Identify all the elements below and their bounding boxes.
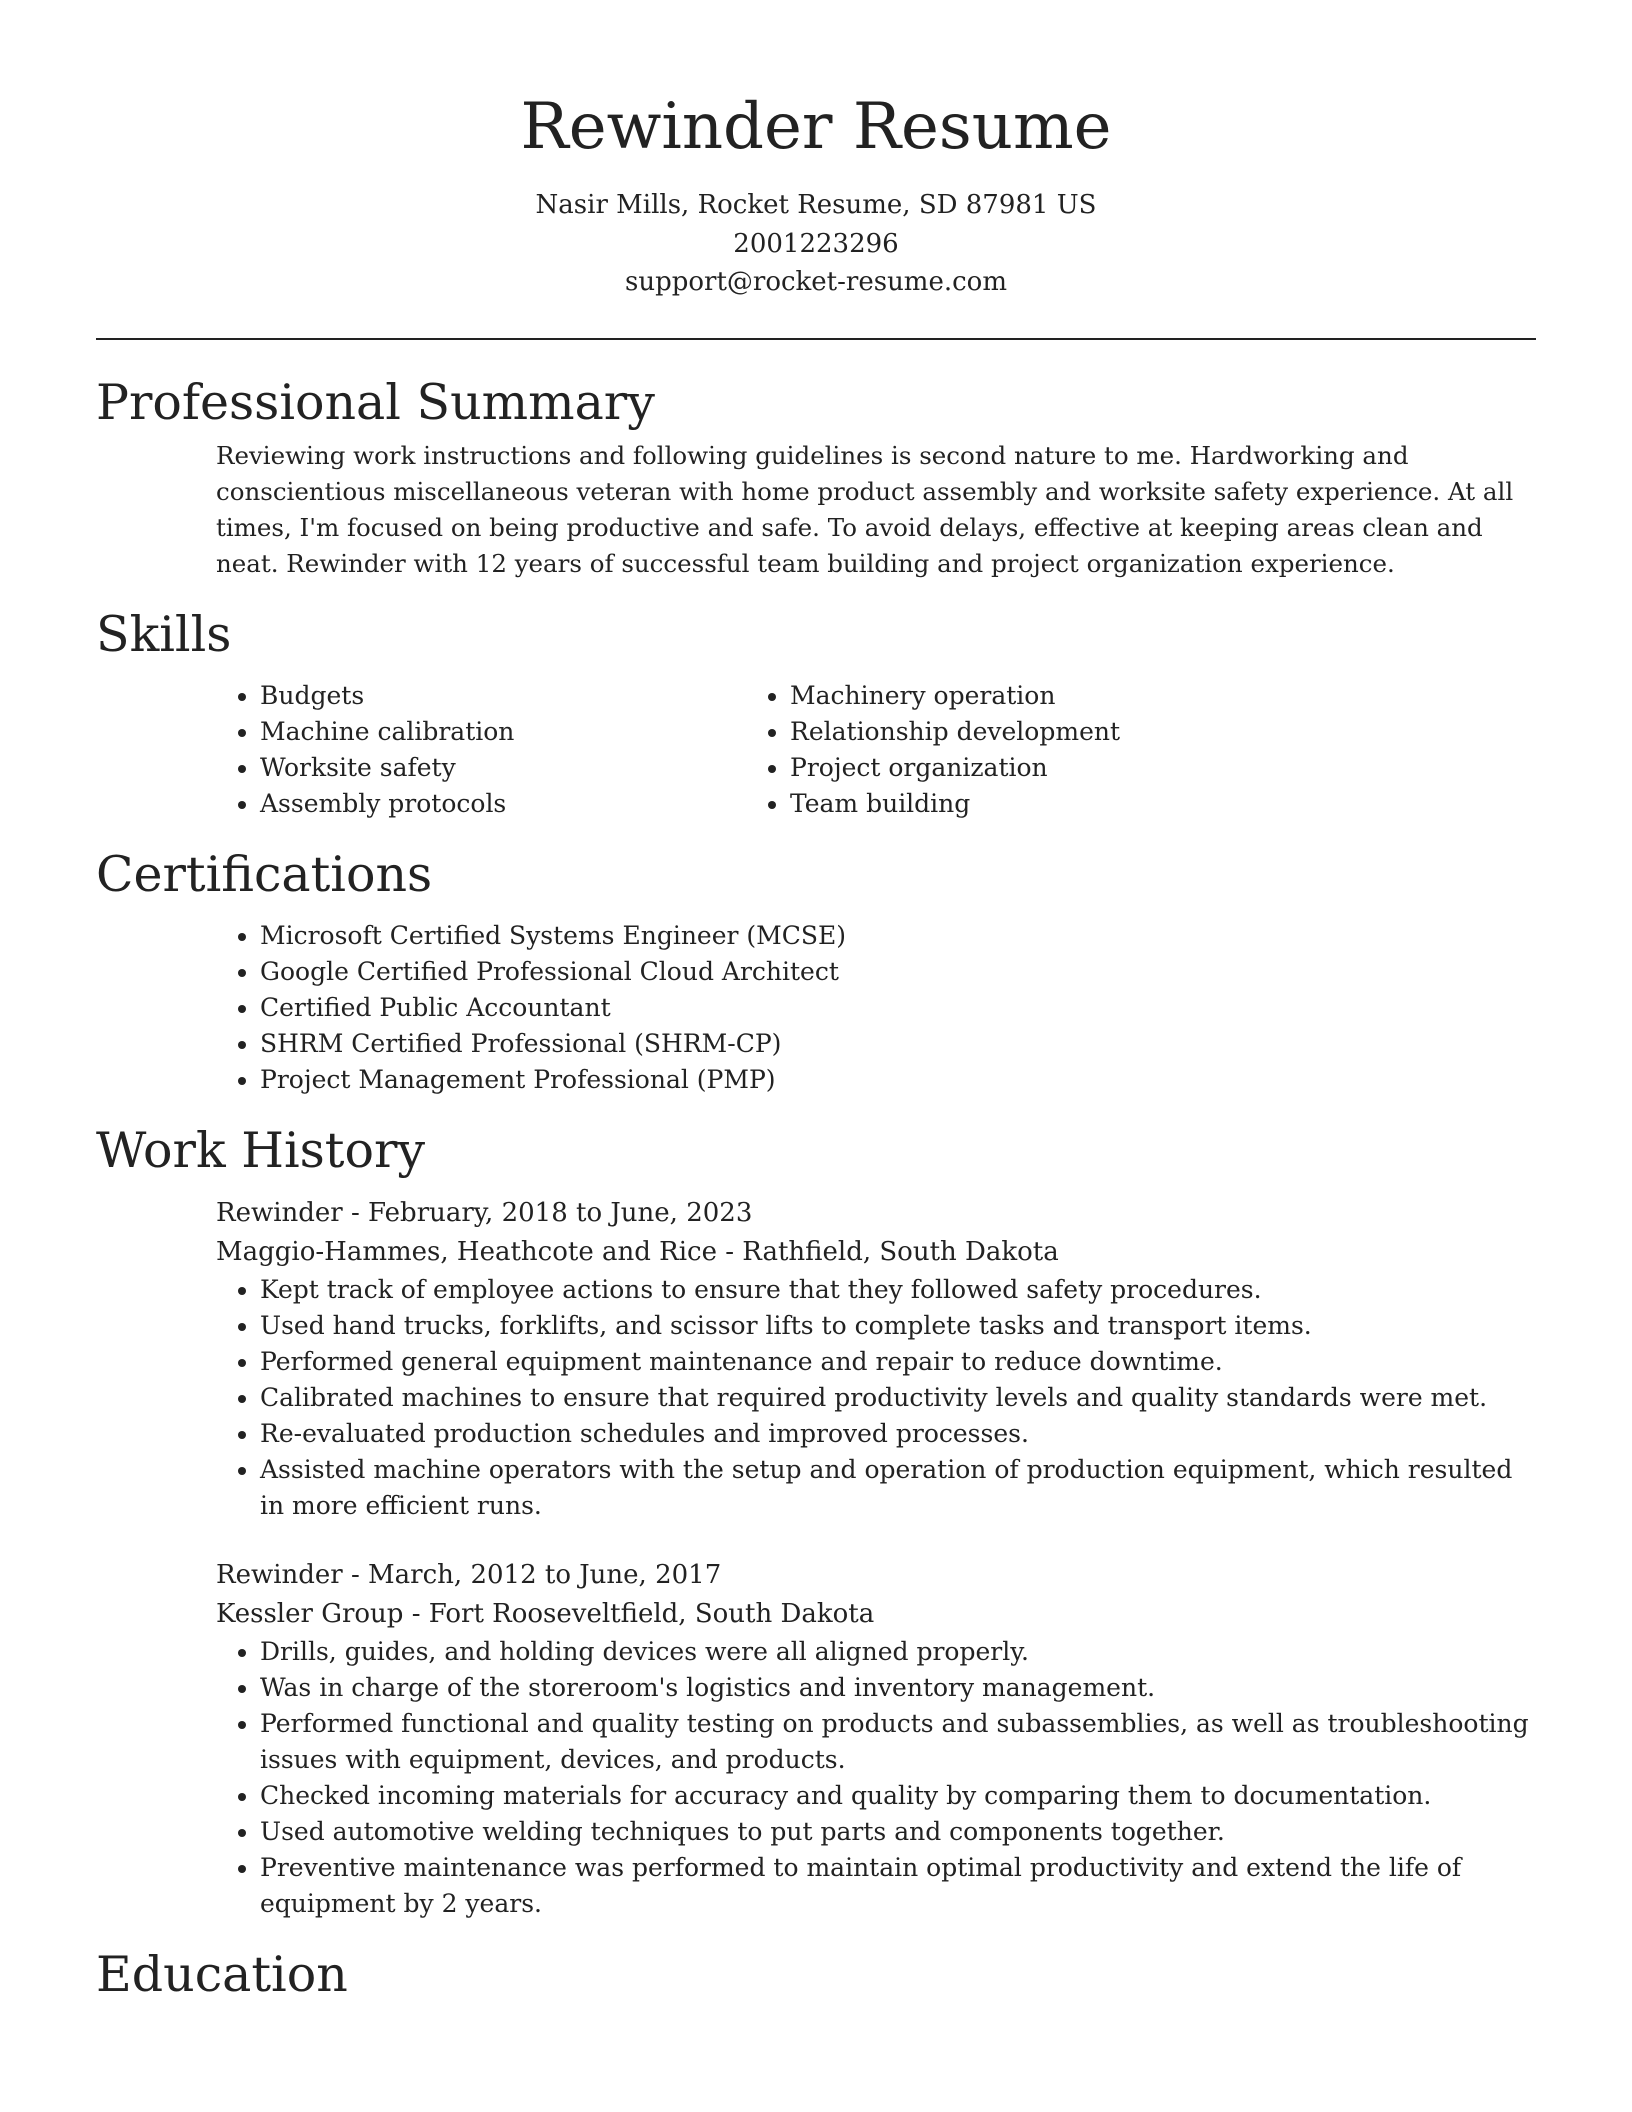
skill-item: • Project organization	[790, 750, 1396, 786]
job-duty-item: • Assisted machine operators with the setup and operation of production equipment, which resulted in more efficient runs.	[260, 1452, 1540, 1524]
certification-item: • Certified Public Accountant	[260, 990, 1536, 1026]
resume-header	[96, 0, 1536, 302]
section-title-work-history: Work History	[96, 1121, 426, 1179]
job-duty-item: • Used hand trucks, forklifts, and scissor lifts to complete tasks and transport items.	[260, 1308, 1540, 1344]
certification-item: • Microsoft Certified Systems Engineer (MCSE)	[260, 918, 1536, 954]
skill-item: • Team building	[790, 786, 1396, 822]
header-divider	[96, 338, 1536, 340]
job-title-line: Rewinder - February, 2018 to June, 2023	[216, 1197, 753, 1228]
skill-item: • Machinery operation	[790, 678, 1396, 714]
section-title-certifications: Certifications	[96, 845, 433, 903]
job-duty-item: • Was in charge of the storeroom's logistics and inventory management.	[260, 1670, 1540, 1706]
job-duty-item: • Checked incoming materials for accuracy and quality by comparing them to documentation.	[260, 1778, 1540, 1814]
contact-address: Nasir Mills, Rocket Resume, SD 87981 US	[535, 190, 1097, 220]
contact-phone: 2001223296	[733, 228, 899, 259]
skill-item: • Assembly protocols	[260, 786, 746, 822]
job-duty-item: • Calibrated machines to ensure that required productivity levels and quality standards were met.	[260, 1380, 1540, 1416]
job-duty-item: • Performed functional and quality testing on products and subassemblies, as well as troubleshooting issues with equipment, devices, and products.	[260, 1706, 1540, 1778]
skill-item: • Machine calibration	[260, 714, 746, 750]
section-title-education: Education	[96, 1945, 348, 2003]
job-company-line: Maggio-Hammes, Heathcote and Rice - Rathfield, South Dakota	[216, 1236, 1059, 1267]
job-duty-item: • Preventive maintenance was performed to maintain optimal productivity and extend the life of equipment by 2 years.	[260, 1850, 1540, 1922]
skill-item: • Worksite safety	[260, 750, 746, 786]
skills-column-2	[746, 678, 1396, 822]
job-duty-item: • Performed general equipment maintenance and repair to reduce downtime.	[260, 1344, 1540, 1380]
section-title-summary: Professional Summary	[96, 373, 655, 431]
skill-item: • Budgets	[260, 678, 746, 714]
job-company-line: Kessler Group - Fort Rooseveltfield, South Dakota	[216, 1598, 875, 1629]
job-duties-list	[96, 1634, 1536, 1922]
resume-page	[96, 0, 1536, 2006]
job-entry	[96, 1194, 1536, 1524]
certification-item: • SHRM Certified Professional (SHRM-CP)	[260, 1026, 1536, 1062]
skill-item: • Relationship development	[790, 714, 1396, 750]
contact-email: support@rocket-resume.com	[624, 267, 1007, 297]
job-title-line: Rewinder - March, 2012 to June, 2017	[216, 1559, 722, 1590]
summary-text: Reviewing work instructions and following guidelines is second nature to me. Hardworking and conscientious miscellaneous veteran with home product assembly and worksite safety experience. At all times, I'm focused on being productive and safe. To avoid delays, effective at keeping areas clean and neat. Rewinder with 12 years of successful team building and project organization experience.	[216, 440, 1514, 578]
section-title-skills: Skills	[96, 605, 232, 663]
skills-column-1	[96, 678, 746, 822]
resume-title: Rewinder Resume	[520, 90, 1112, 164]
contact-info	[96, 186, 1536, 302]
job-duty-item: • Re-evaluated production schedules and improved processes.	[260, 1416, 1540, 1452]
job-duty-item: • Used automotive welding techniques to put parts and components together.	[260, 1814, 1540, 1850]
job-duty-item: • Drills, guides, and holding devices were all aligned properly.	[260, 1634, 1540, 1670]
certification-item: • Project Management Professional (PMP)	[260, 1062, 1536, 1098]
job-entry	[96, 1556, 1536, 1922]
skills-list	[96, 678, 1536, 822]
certifications-list	[96, 918, 1536, 1098]
certification-item: • Google Certified Professional Cloud Architect	[260, 954, 1536, 990]
job-duties-list	[96, 1272, 1536, 1524]
job-duty-item: • Kept track of employee actions to ensure that they followed safety procedures.	[260, 1272, 1540, 1308]
